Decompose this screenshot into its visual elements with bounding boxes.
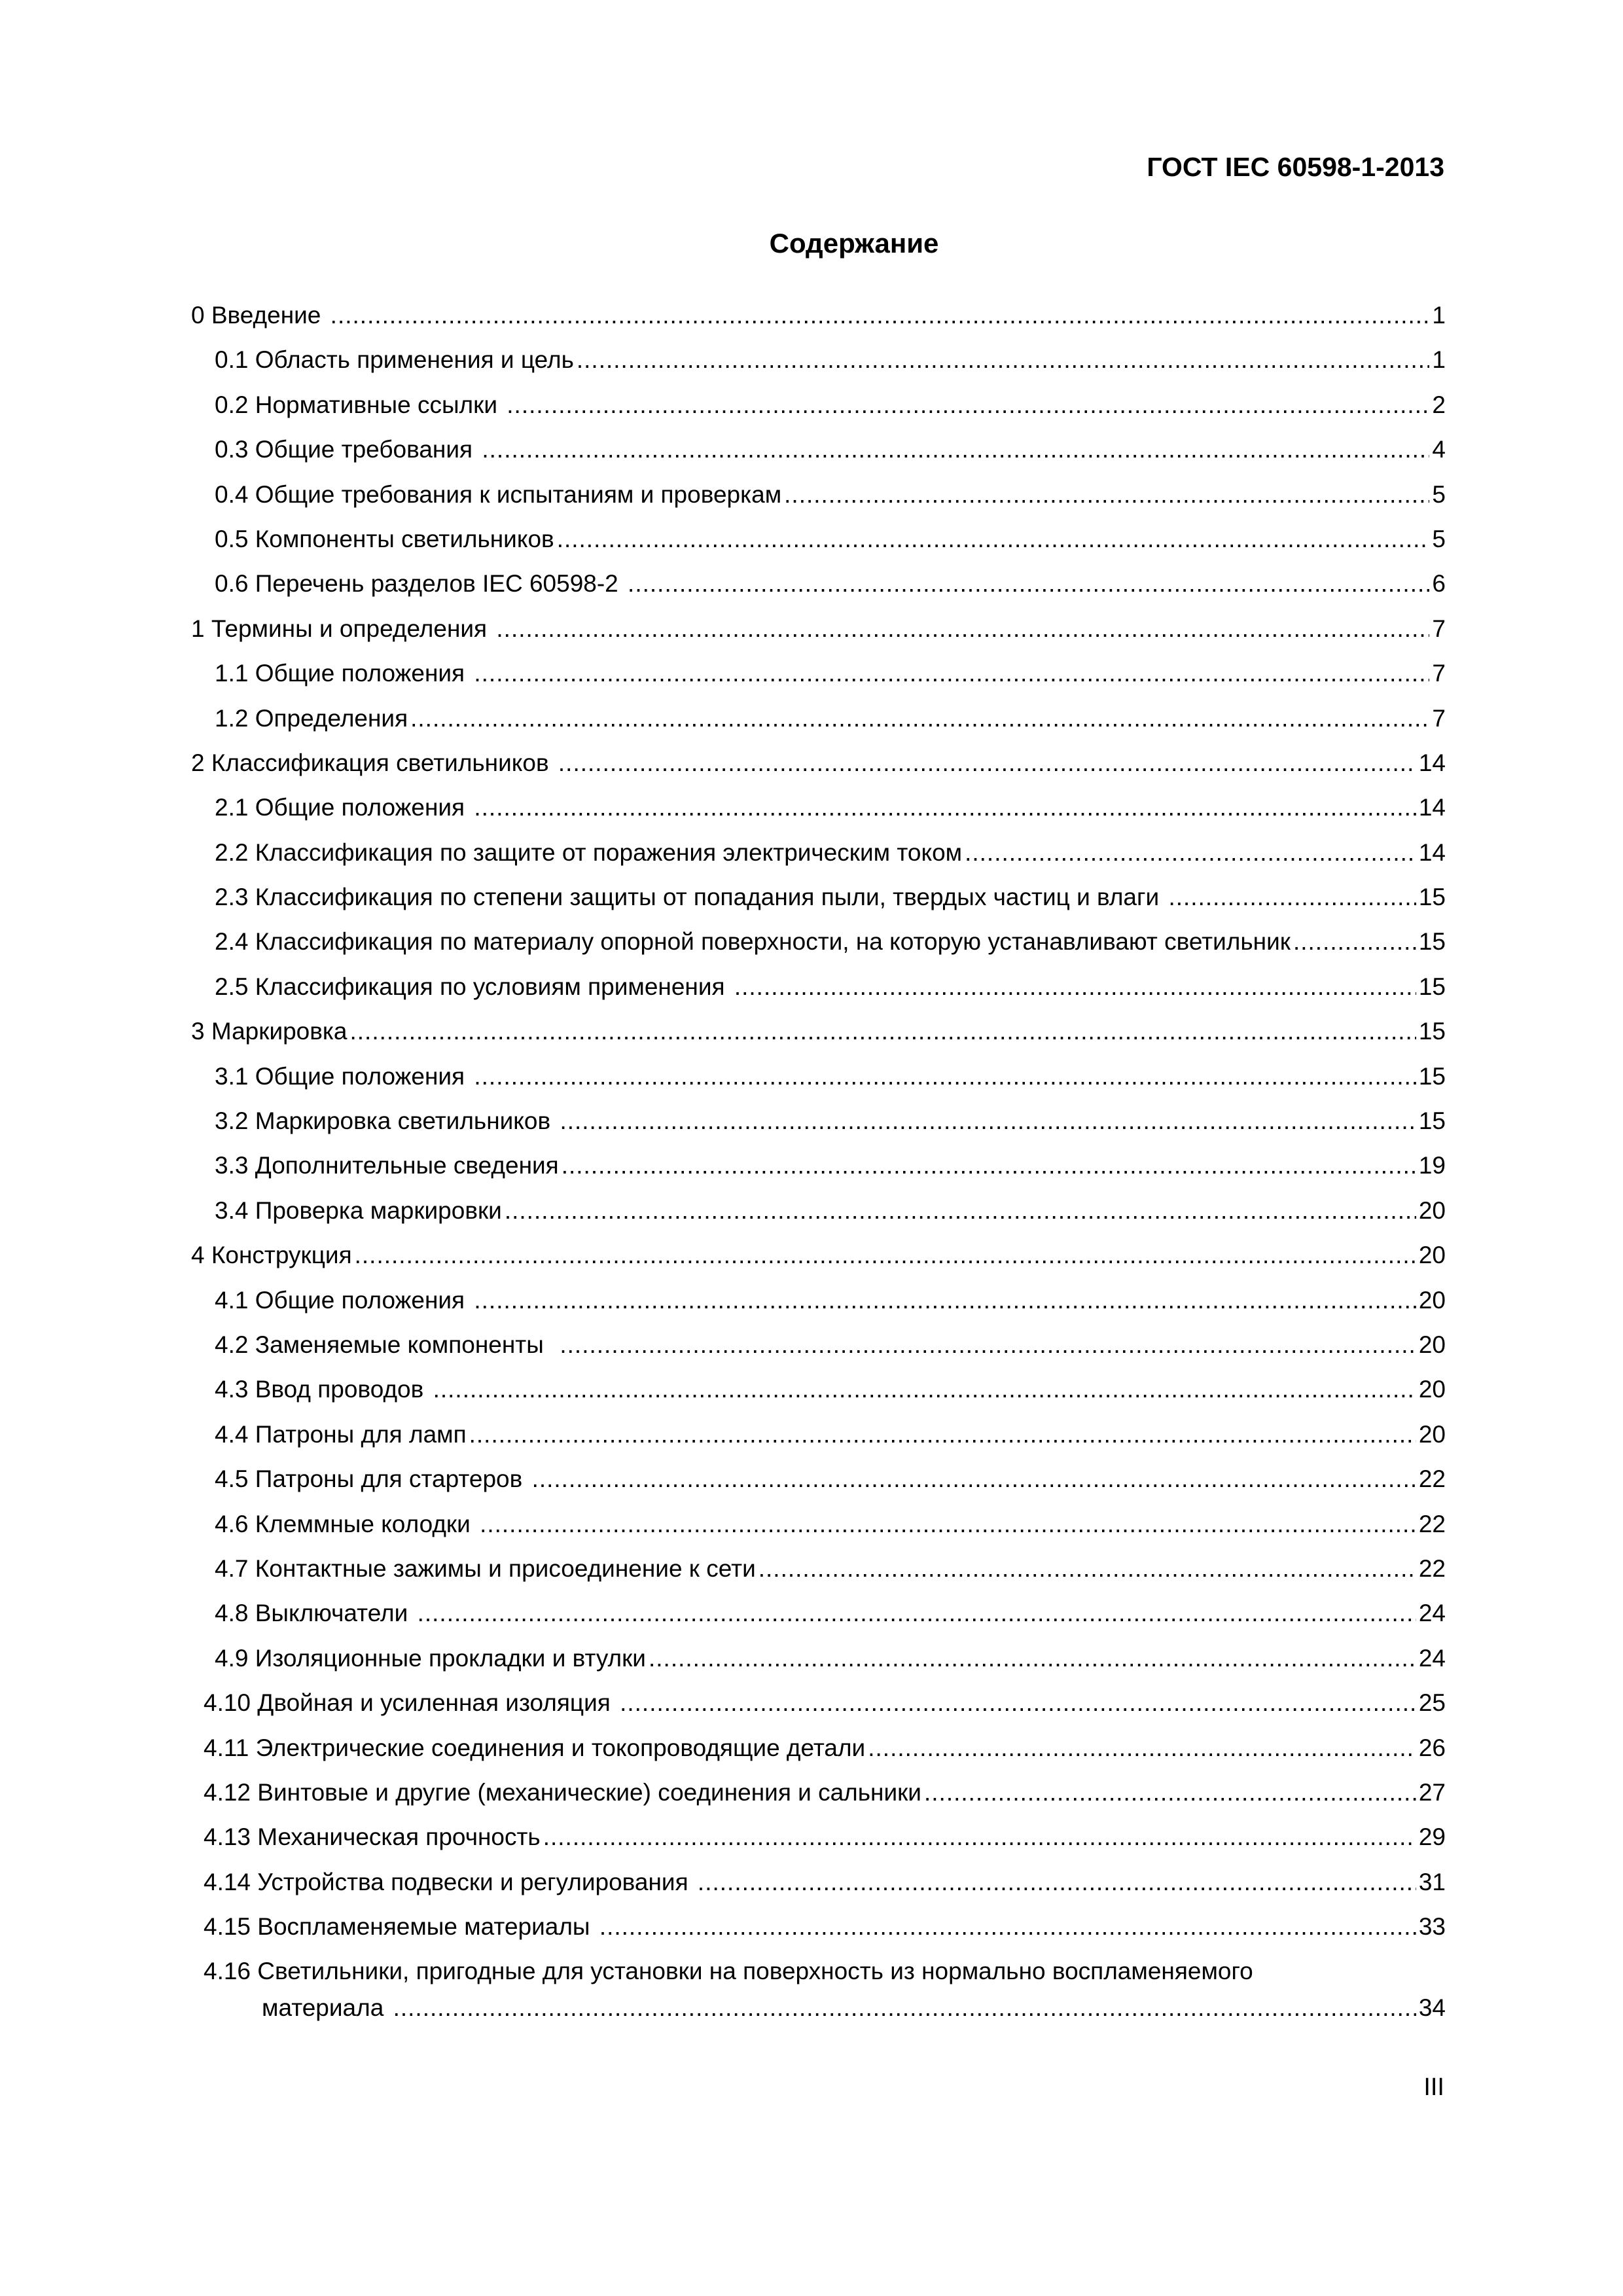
toc-entry-number: 2.3 bbox=[215, 884, 249, 911]
toc-dot-leader bbox=[965, 831, 1416, 875]
toc-entry-page: 15 bbox=[1418, 1062, 1446, 1090]
toc-dot-leader bbox=[482, 427, 1429, 472]
toc-entry[interactable] bbox=[191, 1502, 1446, 1547]
toc-dot-leader bbox=[474, 651, 1429, 696]
toc-dot-leader bbox=[1293, 920, 1416, 964]
toc-dot-leader bbox=[350, 1009, 1416, 1054]
toc-entry-number: 1 bbox=[191, 615, 205, 642]
toc-entry-multiline[interactable] bbox=[191, 1949, 1446, 2034]
toc-entry[interactable] bbox=[191, 785, 1446, 830]
toc-entry-page: 15 bbox=[1418, 928, 1446, 956]
toc-dot-leader bbox=[562, 1143, 1416, 1188]
toc-entry-page: 15 bbox=[1418, 1018, 1446, 1045]
toc-entry[interactable] bbox=[191, 965, 1446, 1009]
toc-entry[interactable] bbox=[191, 831, 1446, 875]
toc-entry[interactable] bbox=[191, 338, 1446, 382]
toc-entry-number: 0.6 bbox=[215, 570, 249, 598]
toc-entry[interactable] bbox=[191, 920, 1446, 964]
toc-dot-leader bbox=[560, 1099, 1416, 1143]
toc-entry-title: Двойная и усиленная изоляция bbox=[257, 1689, 618, 1717]
toc-dot-leader bbox=[505, 1189, 1416, 1233]
toc-entry-title: Клеммные колодки bbox=[255, 1510, 478, 1537]
toc-entry-page: 29 bbox=[1418, 1823, 1446, 1851]
toc-entry-number: 3.4 bbox=[215, 1196, 249, 1224]
toc-entry-title: Общие положения bbox=[255, 1062, 472, 1090]
toc-entry[interactable] bbox=[191, 1143, 1446, 1188]
toc-entry-title: Компоненты светильников bbox=[255, 525, 554, 552]
toc-entry-title: Выключатели bbox=[255, 1600, 415, 1627]
toc-entry[interactable] bbox=[191, 517, 1446, 562]
toc-entry-number: 3.2 bbox=[215, 1107, 249, 1135]
toc-entry-page: 14 bbox=[1418, 794, 1446, 821]
toc-entry-number: 2.5 bbox=[215, 973, 249, 1000]
toc-entry-number: 4 bbox=[191, 1242, 205, 1269]
toc-entry-page: 26 bbox=[1418, 1734, 1446, 1761]
toc-entry-number: 3.3 bbox=[215, 1152, 249, 1179]
toc-entry-page: 2 bbox=[1432, 391, 1446, 418]
toc-entry[interactable] bbox=[191, 651, 1446, 696]
toc-entry-number: 4.1 bbox=[215, 1286, 249, 1314]
toc-entry-page: 20 bbox=[1418, 1196, 1446, 1224]
toc-entry-title: Конструкция bbox=[211, 1242, 352, 1269]
toc-entry-page: 25 bbox=[1418, 1689, 1446, 1717]
toc-entry[interactable] bbox=[191, 427, 1446, 472]
toc-entry[interactable] bbox=[191, 1412, 1446, 1457]
toc-entry-title: Проверка маркировки bbox=[255, 1196, 502, 1224]
toc-entry-number: 4.14 bbox=[204, 1868, 251, 1895]
toc-entry[interactable] bbox=[191, 1636, 1446, 1681]
toc-entry[interactable] bbox=[191, 1367, 1446, 1412]
toc-entry-number: 4.10 bbox=[204, 1689, 251, 1717]
toc-dot-leader bbox=[496, 607, 1429, 651]
toc-entry-number: 4.6 bbox=[215, 1510, 249, 1537]
toc-entry-number: 4.13 bbox=[204, 1823, 251, 1851]
toc-entry-title: Введение bbox=[211, 302, 328, 329]
toc-entry-page: 15 bbox=[1418, 884, 1446, 911]
toc-entry-number: 2.4 bbox=[215, 928, 249, 956]
toc-dot-leader bbox=[543, 1815, 1416, 1859]
toc-entry-page: 20 bbox=[1418, 1286, 1446, 1314]
toc-entry-number: 1.2 bbox=[215, 704, 249, 732]
page-number: III bbox=[1423, 2073, 1444, 2101]
toc-entry-page: 1 bbox=[1432, 346, 1446, 374]
toc-entry[interactable] bbox=[191, 1681, 1446, 1725]
toc-entry-page: 19 bbox=[1418, 1152, 1446, 1179]
toc-entry-number: 4.16 bbox=[204, 1958, 251, 1985]
toc-dot-leader bbox=[698, 1860, 1416, 1905]
toc-dot-leader bbox=[433, 1367, 1416, 1412]
toc-dot-leader bbox=[649, 1636, 1416, 1681]
toc-entry-title: Классификация по условиям применения bbox=[255, 973, 732, 1000]
toc-entry-page: 22 bbox=[1418, 1510, 1446, 1537]
toc-entry-number: 0 bbox=[191, 302, 205, 329]
toc-entry-title: Нормативные ссылки bbox=[255, 391, 505, 418]
toc-entry-page: 20 bbox=[1418, 1331, 1446, 1358]
toc-entry-title-continued: материала bbox=[262, 1994, 391, 2022]
toc-entry-title: Патроны для стартеров bbox=[255, 1465, 529, 1493]
toc-entry-page: 20 bbox=[1418, 1376, 1446, 1403]
toc-entry-page: 5 bbox=[1432, 525, 1446, 552]
toc-dot-leader bbox=[734, 965, 1416, 1009]
toc-entry-title: Общие положения bbox=[255, 794, 472, 821]
toc-entry-number: 0.5 bbox=[215, 525, 249, 552]
toc-entry[interactable] bbox=[191, 1099, 1446, 1143]
toc-dot-leader bbox=[474, 1278, 1416, 1323]
toc-entry-page: 15 bbox=[1418, 973, 1446, 1000]
toc-entry-title: Маркировка bbox=[211, 1018, 348, 1045]
toc-dot-leader bbox=[784, 473, 1429, 517]
toc-entry-title: Термины и определения bbox=[211, 615, 494, 642]
toc-entry-page: 22 bbox=[1418, 1465, 1446, 1493]
toc-entry-line2 bbox=[262, 1986, 1446, 2030]
document-code-header: ГОСТ IEC 60598-1-2013 bbox=[1147, 152, 1444, 182]
toc-entry-number: 3 bbox=[191, 1018, 205, 1045]
toc-entry-title: Изоляционные прокладки и втулки bbox=[255, 1644, 646, 1672]
toc-entry[interactable] bbox=[191, 473, 1446, 517]
toc-entry-page: 27 bbox=[1418, 1778, 1446, 1806]
toc-dot-leader bbox=[410, 696, 1429, 741]
toc-entry-title: Общие положения bbox=[255, 1286, 472, 1314]
toc-entry-number: 4.5 bbox=[215, 1465, 249, 1493]
toc-entry[interactable] bbox=[191, 1726, 1446, 1770]
toc-entry-number: 0.2 bbox=[215, 391, 249, 418]
toc-entry-page: 34 bbox=[1418, 1994, 1446, 2022]
toc-entry[interactable] bbox=[191, 607, 1446, 651]
toc-entry-title: Светильники, пригодные для установки на поверхность из нормально воспламеняемого bbox=[257, 1958, 1253, 1985]
toc-dot-leader bbox=[469, 1412, 1416, 1457]
toc-entry-page: 14 bbox=[1418, 749, 1446, 776]
toc-entry[interactable] bbox=[191, 1591, 1446, 1636]
toc-entry-title: Механическая прочность bbox=[257, 1823, 541, 1851]
table-of-contents bbox=[191, 293, 1446, 2034]
toc-entry[interactable] bbox=[191, 741, 1446, 785]
toc-entry-number: 4.3 bbox=[215, 1376, 249, 1403]
toc-entry-title: Дополнительные сведения bbox=[255, 1152, 559, 1179]
toc-entry-title: Область применения и цель bbox=[255, 346, 574, 374]
toc-entry-number: 4.2 bbox=[215, 1331, 249, 1358]
toc-dot-leader bbox=[558, 741, 1416, 785]
toc-entry[interactable] bbox=[191, 875, 1446, 920]
toc-entry[interactable] bbox=[191, 1233, 1446, 1278]
toc-entry[interactable] bbox=[191, 1815, 1446, 1859]
toc-dot-leader bbox=[758, 1547, 1416, 1591]
toc-entry-page: 24 bbox=[1418, 1644, 1446, 1672]
toc-dot-leader bbox=[532, 1457, 1416, 1501]
toc-dot-leader bbox=[868, 1726, 1416, 1770]
toc-entry-number: 3.1 bbox=[215, 1062, 249, 1090]
toc-entry-title: Общие требования bbox=[255, 436, 480, 463]
toc-entry-title: Классификация светильников bbox=[211, 749, 556, 776]
toc-entry[interactable] bbox=[191, 1770, 1446, 1815]
toc-entry-page: 31 bbox=[1418, 1868, 1446, 1895]
toc-entry-title: Классификация по защите от поражения электрическим током bbox=[255, 838, 963, 866]
toc-entry-page: 15 bbox=[1418, 1107, 1446, 1135]
toc-entry-page: 22 bbox=[1418, 1554, 1446, 1582]
toc-entry-number: 4.15 bbox=[204, 1913, 251, 1941]
toc-entry[interactable] bbox=[191, 1278, 1446, 1323]
toc-entry-title: Определения bbox=[255, 704, 408, 732]
toc-entry-number: 4.9 bbox=[215, 1644, 249, 1672]
toc-entry-title: Воспламеняемые материалы bbox=[257, 1913, 597, 1941]
toc-entry-page: 5 bbox=[1432, 480, 1446, 508]
toc-entry-title: Маркировка светильников bbox=[255, 1107, 558, 1135]
toc-entry-title: Заменяемые компоненты bbox=[255, 1331, 558, 1358]
toc-dot-leader bbox=[560, 1323, 1416, 1367]
toc-entry-title: Электрические соединения и токопроводящие детали bbox=[255, 1734, 866, 1761]
toc-entry-number: 0.1 bbox=[215, 346, 249, 374]
toc-dot-leader bbox=[924, 1770, 1416, 1815]
toc-entry[interactable] bbox=[191, 1009, 1446, 1054]
toc-entry-title: Ввод проводов bbox=[255, 1376, 431, 1403]
toc-dot-leader bbox=[620, 1681, 1416, 1725]
toc-entry-title: Общие положения bbox=[255, 660, 472, 687]
toc-entry-title: Общие требования к испытаниям и проверкам bbox=[255, 480, 782, 508]
toc-entry-number: 2.2 bbox=[215, 838, 249, 866]
toc-entry-title: Классификация по степени защиты от попадания пыли, твердых частиц и влаги bbox=[255, 884, 1166, 911]
toc-dot-leader bbox=[557, 517, 1430, 562]
toc-entry-number: 4.11 bbox=[204, 1734, 249, 1761]
toc-entry-title: Классификация по материалу опорной поверхности, на которую устанавливают светильник bbox=[255, 928, 1291, 956]
toc-dot-leader bbox=[418, 1591, 1416, 1636]
toc-entry-page: 7 bbox=[1432, 660, 1446, 687]
toc-dot-leader bbox=[577, 338, 1430, 382]
toc-entry-page: 20 bbox=[1418, 1242, 1446, 1269]
toc-entry-number: 1.1 bbox=[215, 660, 249, 687]
toc-entry-number: 2 bbox=[191, 749, 205, 776]
toc-dot-leader bbox=[628, 562, 1429, 606]
toc-entry-page: 6 bbox=[1432, 570, 1446, 598]
toc-entry-number: 4.12 bbox=[204, 1778, 251, 1806]
toc-dot-leader bbox=[474, 785, 1416, 830]
toc-dot-leader bbox=[1168, 875, 1416, 920]
toc-entry-number: 4.8 bbox=[215, 1600, 249, 1627]
toc-entry[interactable] bbox=[191, 1860, 1446, 1905]
toc-entry[interactable] bbox=[191, 1189, 1446, 1233]
toc-dot-leader bbox=[480, 1502, 1416, 1547]
toc-entry-number: 0.4 bbox=[215, 480, 249, 508]
toc-entry-page: 14 bbox=[1418, 838, 1446, 866]
toc-entry-title: Перечень разделов IEC 60598-2 bbox=[255, 570, 626, 598]
toc-dot-leader bbox=[599, 1905, 1416, 1949]
toc-entry[interactable] bbox=[191, 383, 1446, 427]
toc-dot-leader bbox=[474, 1054, 1416, 1099]
toc-entry-page: 7 bbox=[1432, 615, 1446, 642]
toc-entry-number: 4.4 bbox=[215, 1420, 249, 1448]
toc-dot-leader bbox=[355, 1233, 1416, 1278]
toc-dot-leader bbox=[507, 383, 1429, 427]
toc-entry-page: 1 bbox=[1432, 302, 1446, 329]
toc-entry-title: Патроны для ламп bbox=[255, 1420, 467, 1448]
toc-entry-title: Устройства подвески и регулирования bbox=[257, 1868, 695, 1895]
toc-entry[interactable] bbox=[191, 1323, 1446, 1367]
toc-entry[interactable] bbox=[191, 293, 1446, 338]
toc-entry-number: 4.7 bbox=[215, 1554, 249, 1582]
toc-entry-page: 7 bbox=[1432, 704, 1446, 732]
toc-entry[interactable] bbox=[191, 1905, 1446, 1949]
toc-entry-title: Винтовые и другие (механические) соединения и сальники bbox=[257, 1778, 921, 1806]
toc-entry-title: Контактные зажимы и присоединение к сети bbox=[255, 1554, 756, 1582]
toc-title: Содержание bbox=[769, 228, 939, 259]
toc-dot-leader bbox=[393, 1986, 1416, 2030]
toc-entry[interactable] bbox=[191, 1547, 1446, 1591]
toc-entry[interactable] bbox=[191, 696, 1446, 741]
toc-entry[interactable] bbox=[191, 562, 1446, 606]
toc-entry-page: 20 bbox=[1418, 1420, 1446, 1448]
toc-entry-page: 33 bbox=[1418, 1913, 1446, 1941]
toc-entry[interactable] bbox=[191, 1457, 1446, 1501]
toc-entry[interactable] bbox=[191, 1054, 1446, 1099]
toc-entry-page: 24 bbox=[1418, 1600, 1446, 1627]
toc-entry-page: 4 bbox=[1432, 436, 1446, 463]
toc-dot-leader bbox=[330, 293, 1430, 338]
toc-entry-number: 2.1 bbox=[215, 794, 249, 821]
toc-entry-number: 0.3 bbox=[215, 436, 249, 463]
